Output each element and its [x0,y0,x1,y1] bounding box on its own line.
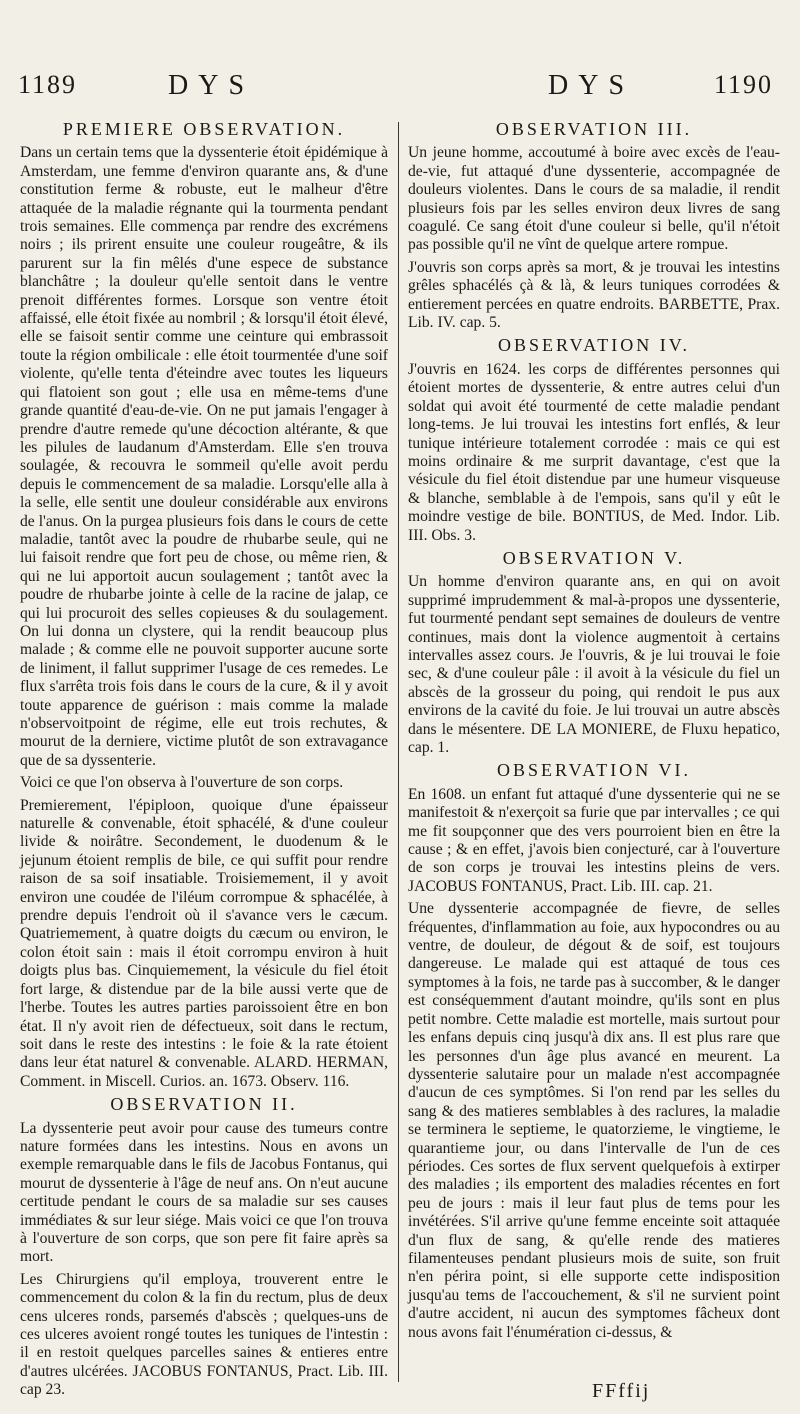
observation-title: OBSERVATION III. [495,119,693,139]
page-number-left: 1189 [18,70,78,99]
running-head-right: DYS [548,70,635,101]
paragraph: Les Chirurgiens qu'il employa, trouverent entre le commencement du colon & la fin du rectum, plus de deux cens ulceres ronds, parsemés d'abscès ; quelques-uns de ces ulceres avoient rongé toutes les tuniques de l'intestin : il en restoit quelques parcelles saines & entieres entre d'autres ulcérées. JACOBUS FONTANUS, Pract. Lib. III. cap 23. [20,1270,388,1399]
right-column [408,118,780,1346]
paragraph: Un jeune homme, accoutumé à boire avec excès de l'eau-de-vie, fut attaqué d'une dyssenterie, accompagnée de douleurs violentes. Dans le cours de sa maladie, il rendit plusieurs fois par les selles environ deux livres de sang coagulé. Ce sang étoit d'une couleur si belle, qu'il n'étoit pas possible qu'il ne vînt de quelque artere rompue. [408,144,780,254]
observation-title: OBSERVATION IV. [498,335,690,356]
page-number-right: 1190 [714,70,774,99]
paragraph: En 1608. un enfant fut attaqué d'une dyssenterie qui ne se manifestoit & n'exerçoit sa furie que par intervalles ; ce qui me fit soupçonner que des vers pourroient bien en être la cause ; & en effet, j'avois bien conjecturé, car à l'ouverture de son corps je trouvai les intestins pleins de vers. JACOBUS FONTANUS, Pract. Lib. III. cap. 21. [408,785,780,895]
left-column [20,118,388,1404]
paragraph: Dans un certain tems que la dyssenterie étoit épidémique à Amsterdam, une femme d'environ quarante ans, & d'une constitution ferme & robuste, eut le malheur d'être attaquée de la maladie régnante qui la tourmenta pendant trois semaines. Elle commença par rendre des excrémens noirs ; ils prirent ensuite une couleur rougeâtre, & ils parurent sur la fin mêlés d'une espece de substance blanchâtre ; la douleur qu'elle sentoit dans le ventre prenoit différentes formes. Lorsque son ventre étoit affaissé, elle étoit fixée au nombril ; & lorsqu'il étoit élevé, elle se faisoit sentir comme une ceinture qui embrassoit toute la région ombilicale : elle étoit tourmentée d'une soif violente, qu'elle tenta d'éteindre avec toutes les liqueurs qui flatoient son gout ; elle usa en même-tems d'une grande quantité d'eau-de-vie. On ne put jamais l'engager à prendre d'autre remede qu'une décoction altérante, & que les pilules de laudanum d'Amsterdam. Elle s'en trouva soulagée, & recouvra le sommeil qu'elle avoit perdu depuis le commencement de sa maladie. Lorsqu'elle alla à la selle, elle sentit une douleur considérable aux environs de l'anus. On la purgea plusieurs fois dans le cours de cette maladie, tantôt avec la poudre de rhubarbe seule, qui ne lui faisoit rendre que fort peu de chose, ou même rien, & qui ne lui apportoit aucun soulagement ; tantôt avec la poudre de rhubarbe jointe à celle de la racine de jalap, ce qui lui procuroit des selles copieuses & du soulagement. On lui donna un clystere, qui la rendit beaucoup plus malade ; & comme elle ne pouvoit supporter aucune sorte de liniment, il fallut supprimer l'usage de ces remedes. Le flux s'arrêta trois fois dans le cours de la cure, & il y avoit toute apparence de guérison : mais comme la malade n'observoitpoint de régime, elle eut trois rechutes, & mourut de la derniere, victime plutôt de son extravagance que de sa dyssenterie. [20,144,388,769]
running-head-left: DYS [168,70,255,101]
observation-title: OBSERVATION II. [110,1094,298,1115]
observation-title: OBSERVATION V. [502,547,686,568]
paragraph: La dyssenterie peut avoir pour cause des tumeurs contre nature formées dans les intestins. Nous en avons un exemple remarquable dans le fils de Jacobus Fontanus, qui mourut de dyssenterie à l'âge de neuf ans. On n'eut aucune certitude pendant le cours de sa maladie sur ses causes immédiates & sur leur siége. Mais voici ce que l'on trouva à l'ouverture de son corps, que son pere fit faire après sa mort. [20,1119,388,1266]
paragraph: Une dyssenterie accompagnée de fievre, de selles fréquentes, d'inflammation au foie, aux hypocondres ou au ventre, de douleur, de dégout & de soif, est toujours dangereuse. Le malade qui est attaqué de tous ces symptomes à la fois, ne tarde pas à succomber, & le danger est conséquemment d'autant moindre, qu'ils sont en plus petit nombre. Cette maladie est mortelle, mais surtout pour les enfans depuis cinq jusqu'à dix ans. Il est plus rare que les personnes d'un âge plus avancé en meurent. La dyssenterie salutaire pour un malade n'est accompagnée d'aucun de ces symptômes. Si l'on rend par les selles du sang & des matieres semblables à des raclures, la maladie se terminera le septieme, le quatorzieme, le vingtieme, le quarantieme jour, ou dans l'intervalle de l'un de ces périodes. Ces sortes de flux servent quelquefois à extirper des maladies ; ils emportent des maladies récentes en fort peu de jours : mais il leur faut plus de tems pour les invétérées. S'il arrive qu'une femme enceinte soit attaquée d'un flux de sang, & qu'elle rende des matieres filamenteuses pendant plusieurs mois de suite, son fruit n'en périra point, si elle supporte cette indisposition jusqu'au tems de l'accouchement, & s'il ne survient point d'autre accident, ni aucun des symptomes fâcheux dont nous avons fait l'énumération ci-dessus, & [408,900,780,1341]
observation-title: PREMIERE OBSERVATION. [62,119,346,139]
paragraph: Premierement, l'épiploon, quoique d'une épaisseur naturelle & convenable, étoit sphacélé, & d'une couleur livide & noirâtre. Secondement, le duodenum & le jejunum étoient remplis de bile, ce qui suffit pour rendre raison de sa soif insatiable. Troisiemement, il y avoit environ une coudée de l'iléum corrompue & sphacélée, à prendre depuis l'endroit où il s'avance vers le cæcum. Quatriemement, à quatre doigts du cæcum ou environ, le colon étoit sain : mais il étoit corrompu environ à huit doigts plus bas. Cinquiemement, la vésicule du fiel étoit fort large, & distendue par de la bile aussi verte que de l'herbe. Toutes les autres parties paroissoient être en bon état. Il n'y avoit rien de défectueux, soit dans le rectum, soit dans le reste des intestins : le foie & la rate étoient dans leur état naturel & convenable. ALARD. HERMAN, Comment. in Miscell. Curios. an. 1673. Observ. 116. [20,796,388,1090]
paragraph: J'ouvris en 1624. les corps de différentes personnes qui étoient mortes de dyssenterie, & entre autres celui d'un soldat qui avoit été tourmenté de cette maladie pendant long-tems. Je lui trouvai les intestins fort enflés, & leur tunique intérieure totalement corrodée : mais ce qui est moins ordinaire & me surprit davantage, c'est que la vésicule du fiel étoit distendue par une humeur visqueuse & blanche, semblable à de l'empois, sans qu'il y eût le moindre vestige de bile. BONTIUS, de Med. Indor. Lib. III. Obs. 3. [408,360,780,544]
observation-title: OBSERVATION VI. [497,760,691,781]
printer-signature: FFffij [592,1380,651,1402]
paragraph: J'ouvris son corps après sa mort, & je trouvai les intestins grêles sphacélés çà & là, & leurs tuniques corrodées & entierement percées en quatre endroits. BARBETTE, Prax. Lib. IV. cap. 5. [408,258,780,332]
column-divider [398,122,399,1382]
paragraph: Voici ce que l'on observa à l'ouverture de son corps. [20,774,344,792]
paragraph: Un homme d'environ quarante ans, en qui on avoit supprimé imprudemment & mal-à-propos une dyssenterie, fut tourmenté pendant sept semaines de douleurs de ventre continues, mais dont la violence augmentoit à certains intervalles assez cours. Je l'ouvris, & je lui trouvai le foie sec, & d'une couleur pâle : il avoit à la vésicule du fiel un abscès de la grosseur du poing, qui rendoit le pus aux environs de la cavité du foie. Je lui trouvai un autre abscès dans le mésentere. DE LA MONIERE, de Fluxu hepatico, cap. 1. [408,573,780,756]
